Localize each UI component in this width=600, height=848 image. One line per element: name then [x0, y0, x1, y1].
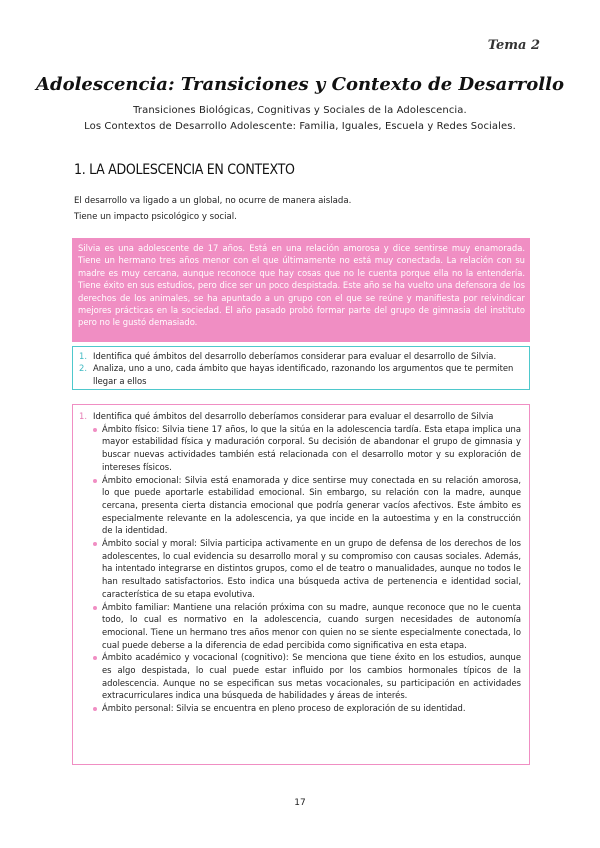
question-number: 1. — [79, 351, 87, 361]
list-item-text: Ámbito social y moral: Silvia participa activamente en un grupo de defensa de los derechos de los adolescentes, lo cual evidencia su desarrollo moral y su compromiso con causas sociales. Además, ha intentado integrarse en distintos grupos, como el de teatro o manualidades, aunque no todos le han resultado satisfactorios. Esto indica una búsqueda activa de pertenencia e identidad social, característica de su etapa evolutiva. — [102, 538, 521, 599]
topic-label: Tema 2 — [487, 38, 540, 53]
list-item — [93, 601, 521, 652]
answer-box — [72, 404, 530, 765]
question-item — [79, 350, 523, 362]
list-item — [93, 537, 521, 601]
question-item — [79, 362, 523, 387]
subtitle-1: Transiciones Biológicas, Cognitivas y Sociales de la Adolescencia. — [133, 105, 467, 116]
bullet-icon — [93, 542, 97, 546]
bullet-icon — [93, 606, 97, 610]
case-study-box: Silvia es una adolescente de 17 años. Está en una relación amorosa y dice sentirse muy enamorada. Tiene un hermano tres años menor con el que últimamente no está muy conectada. La relación con su madre es muy cercana, aunque reconoce que hay cosas que no le cuenta porque ella no la entendería. Tiene éxito en sus estudios, pero dice ser un poco despistada. Este año se ha vuelto una defensora de los derechos de los animales, se ha apuntado a un grupo con el que se reúne y manifiesta por reivindicar mejores prácticas en la sociedad. El año pasado probó formar parte del grupo de gimnasia del instituto pero no le gustó demasiado. — [72, 238, 530, 342]
questions-box — [72, 346, 530, 390]
section-heading: 1. LA ADOLESCENCIA EN CONTEXTO — [74, 162, 295, 178]
question-number: 2. — [79, 363, 87, 374]
list-item-text: Ámbito familiar: Mantiene una relación próxima con su madre, aunque reconoce que no le cuenta todo, lo cual es normativo en la adolescencia, cuando surgen necesidades de autonomía emocional. Tiene un hermano tres años menor con quien no se siente especialmente conectada, lo cual puede deberse a la diferencia de edad percibida como significativa en esta etapa. — [102, 601, 521, 650]
bullet-icon — [93, 707, 97, 711]
list-item-text: Ámbito personal: Silvia se encuentra en pleno proceso de exploración de su identidad. — [102, 703, 466, 714]
bullet-icon — [93, 656, 97, 660]
intro-line-2: Tiene un impacto psicológico y social. — [74, 212, 237, 222]
answer-number: 1. — [79, 411, 87, 421]
list-item — [93, 423, 521, 474]
question-text: Identifica qué ámbitos del desarrollo deberíamos considerar para evaluar el desarrollo de Silvia. — [93, 351, 497, 361]
page-title: Adolescencia: Transiciones y Contexto de Desarrollo — [36, 74, 564, 95]
list-item-text: Ámbito académico y vocacional (cognitivo): Se menciona que tiene éxito en los estudios, aunque es algo despistada, lo cual puede estar influido por los cambios hormonales típicos de la adolescencia. Aunque no se especifican sus metas vocacionales, su participación en actividades extracurriculares indica una búsqueda de habilidades y áreas de interés. — [102, 652, 521, 701]
list-item — [93, 474, 521, 538]
list-item-text: Ámbito emocional: Silvia está enamorada y dice sentirse muy conectada en su relación amorosa, lo que puede aportarle estabilidad emocional. Sin embargo, su relación con la madre, aunque cercana, presenta cierta distancia emocional que podría generar vacíos afectivos. Este ámbito es especialmente relevante en la adolescencia, ya que incide en la autoestima y en la construcción de la identidad. — [102, 474, 521, 536]
answer-heading — [79, 410, 521, 423]
bullet-icon — [93, 479, 97, 483]
subtitle-2: Los Contextos de Desarrollo Adolescente: Familia, Iguales, Escuela y Redes Sociales. — [84, 121, 516, 132]
list-item-text: Ámbito físico: Silvia tiene 17 años, lo que la sitúa en la adolescencia tardía. Esta etapa implica una mayor estabilidad física y maduración corporal. Su decisión de abandonar el grupo de gimnasia y buscar nuevas actividades también está relacionada con el desarrollo motor y su exploración de intereses físicos. — [102, 423, 521, 472]
bullet-icon — [93, 428, 97, 432]
question-text: Analiza, uno a uno, cada ámbito que hayas identificado, razonando los argumentos que te permiten llegar a ellos — [93, 363, 514, 386]
list-item — [93, 702, 521, 715]
domain-list — [79, 423, 521, 715]
intro-line-1: El desarrollo va ligado a un global, no ocurre de manera aislada. — [74, 196, 352, 206]
page-number: 17 — [294, 798, 306, 808]
list-item — [93, 651, 521, 702]
answer-heading-text: Identifica qué ámbitos del desarrollo deberíamos considerar para evaluar el desarrollo de Silvia — [93, 411, 494, 421]
